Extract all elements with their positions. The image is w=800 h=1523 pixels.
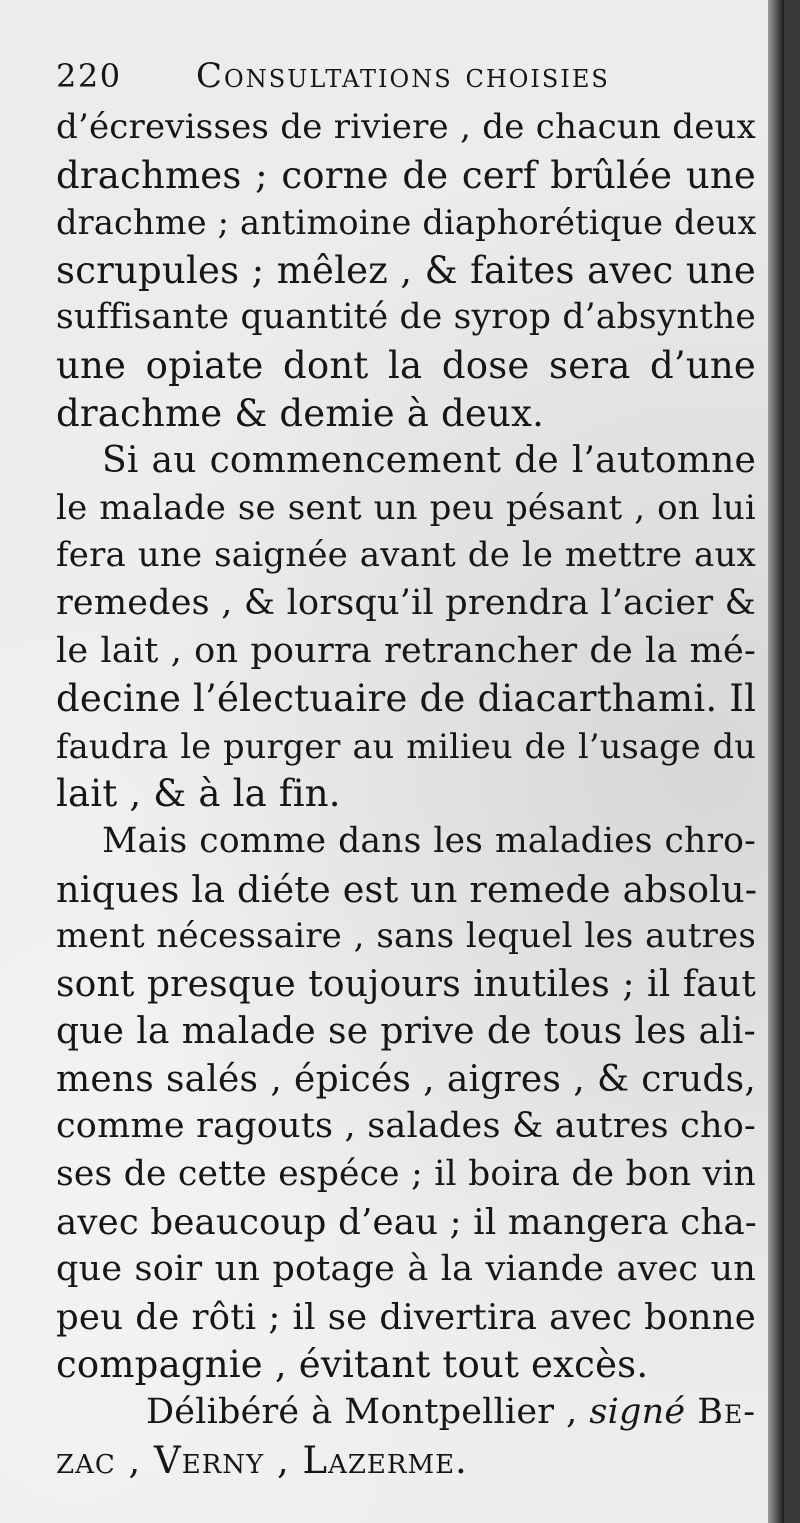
signatory-names: zac , Verny , Lazerme. <box>56 1438 468 1482</box>
text-line: lait , & à la fin. <box>56 772 341 816</box>
text-line: drachme & demie à deux. <box>56 391 545 435</box>
text-line: ses de cette espéce ; il boira de bon vin <box>56 1154 756 1195</box>
text-line: ment nécessaire , sans lequel les autres <box>56 916 756 957</box>
deliberation-place: Délibéré à Montpellier , <box>146 1392 578 1433</box>
text-line: que la malade se prive de tous les ali- <box>56 1011 756 1053</box>
text-line: compagnie , évitant tout excès. <box>56 1343 649 1387</box>
text-line: le lait , on pourra retrancher de la mé- <box>56 630 756 671</box>
text-line: que soir un potage à la viande avec un <box>56 1249 756 1290</box>
text-line: une opiate dont la dose sera d’une <box>56 343 756 387</box>
page-header <box>56 48 756 104</box>
signature-line <box>56 1389 756 1437</box>
signe-word: signé <box>589 1392 686 1433</box>
text-line: suffisante quantité de syrop d’absynthe <box>56 297 756 338</box>
text-line: decine l’électuaire de diacarthami. Il <box>56 677 757 721</box>
text-line: faudra le purger au milieu de l’usage du <box>56 726 756 766</box>
text-line: sont presque toujours inutiles ; il faut <box>56 963 756 1005</box>
page-text <box>56 48 756 1484</box>
text-line: le malade se sent un peu pésant , on lui <box>56 487 756 528</box>
text-line: d’écrevisses de riviere , de chacun deux <box>56 107 756 147</box>
page-edge-shadow <box>768 0 784 1523</box>
text-line: avec beaucoup d’eau ; il mangera cha- <box>56 1201 758 1243</box>
text-line: mens salés , épicés , aigres , & cruds, <box>56 1058 756 1100</box>
text-line: comme ragouts , salades & autres cho- <box>56 1106 756 1147</box>
text-line: fera une saignée avant de le mettre aux <box>56 535 756 576</box>
paragraph-start-line: Mais comme dans les maladies chro- <box>102 820 756 861</box>
page-number: 220 <box>56 57 122 95</box>
paragraph-start-line: Si au commencement de l’automne <box>102 440 756 482</box>
signatory-name-start: Be- <box>697 1392 757 1433</box>
text-line: drachme ; antimoine diaphorétique deux <box>56 203 757 243</box>
text-line: niques la diéte est un remede absolu- <box>56 867 758 911</box>
text-line: remedes , & lorsqu’il prendra l’acier & <box>56 582 756 623</box>
text-line: scrupules ; mêlez , & faites avec une <box>56 248 756 292</box>
text-line: drachmes ; corne de cerf brûlée une <box>56 153 756 197</box>
running-head: Consultations choisies <box>196 56 610 96</box>
text-line: peu de rôti ; il se divertira avec bonne <box>56 1296 756 1338</box>
